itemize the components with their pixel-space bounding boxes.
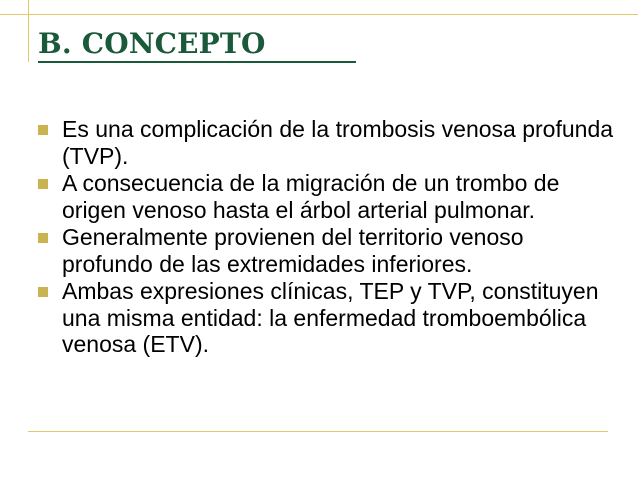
- decorative-bottom-rule: [28, 431, 608, 432]
- bullet-item: [36, 278, 616, 358]
- bullet-list: [36, 116, 616, 359]
- square-bullet-icon: [38, 179, 48, 189]
- bullet-text: A consecuencia de la migración de un trombo de origen venoso hasta el árbol arterial pulmonar.: [62, 170, 560, 223]
- bullet-text: Es una complicación de la trombosis venosa profunda (TVP).: [62, 116, 614, 169]
- bullet-text: Ambas expresiones clínicas, TEP y TVP, constituyen una misma entidad: la enfermedad tromboembólica venosa (ETV).: [62, 278, 599, 357]
- bullet-text: Generalmente provienen del territorio venoso profundo de las extremidades inferiores.: [62, 224, 524, 277]
- bullet-item: [36, 170, 616, 223]
- title-underline: [38, 61, 356, 63]
- square-bullet-icon: [38, 287, 48, 297]
- decorative-vertical-rule: [28, 0, 29, 62]
- slide-title: B. CONCEPTO: [38, 27, 266, 60]
- square-bullet-icon: [38, 233, 48, 243]
- square-bullet-icon: [38, 125, 48, 135]
- bullet-item: [36, 116, 616, 169]
- decorative-top-rule: [0, 14, 638, 15]
- bullet-item: [36, 224, 616, 277]
